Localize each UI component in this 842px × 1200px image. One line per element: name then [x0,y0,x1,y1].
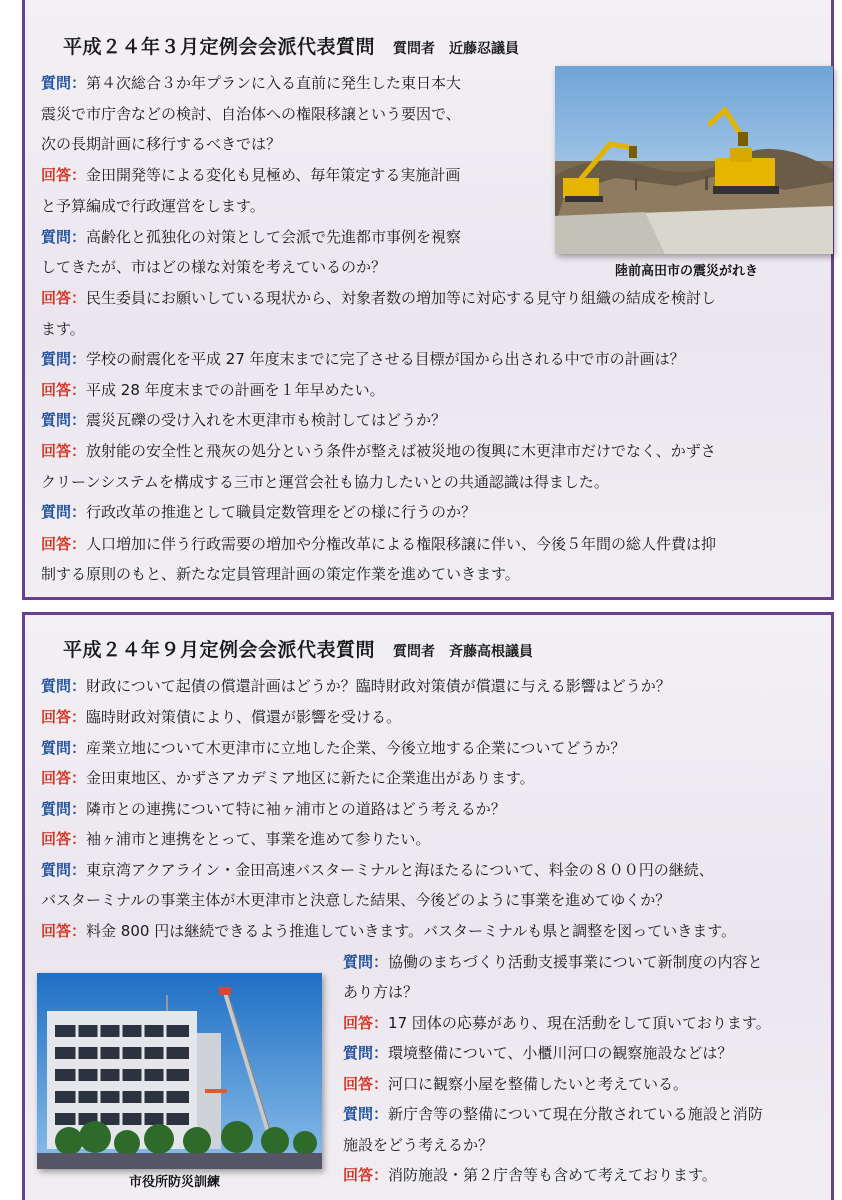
question-label: 質問 [41,861,72,879]
qa-line: 回答：金田開発等による変化も見極め、毎年策定する実施計画 [41,166,461,184]
answer-text: 放射能の安全性と飛灰の処分という条件が整えば被災地の復興に木更津市だけでなく、かずさ [86,442,716,460]
question-text: 産業立地について木更津市に立地した企業、今後立地する企業についてどうか？ [86,739,626,757]
answer-text: 金田東地区、かずさアカデミア地区に新たに企業進出があります。 [86,769,535,787]
answer-label: 回答 [41,442,72,460]
qa-line: 質問：行政改革の推進として職員定数管理をどの様に行うのか？ [41,503,477,521]
question-label: 質問 [41,677,72,695]
qa-line: 質問：東京湾アクアライン・金田高速バスターミナルと海ほたるについて、料金の８００円の継続、 [41,861,714,879]
panel-heading [63,635,533,662]
qa-line: 回答：料金 800 円は継続できるよう推進していきます。バスターミナルも県と調整を図っていきます。 [41,922,737,940]
qa-line: 質問：第４次総合３か年プランに入る直前に発生した東日本大 [41,74,462,92]
asker-name: 質問者 斉藤高根議員 [393,644,534,660]
question-label: 質問 [41,350,72,368]
qa-line [343,1136,493,1154]
qa-line: 質問：協働のまちづくり活動支援事業について新制度の内容と [343,953,763,971]
question-text: してきたが、市はどの様な対策を考えているのか？ [41,258,387,276]
answer-label: 回答 [41,922,72,940]
qa-line: 回答：消防施設・第２庁舎等も含めて考えております。 [343,1166,717,1184]
question-text: 行政改革の推進として職員定数管理をどの様に行うのか？ [86,503,477,521]
answer-text: 袖ヶ浦市と連携をとって、事業を進めて参りたい。 [86,830,431,848]
panel-title: 平成２４年９月定例会会派代表質問 [63,639,376,661]
answer-label: 回答 [41,289,72,307]
question-label: 質問 [343,1105,374,1123]
question-text: 次の長期計画に移行するべきでは？ [41,135,282,153]
qa-line [41,105,461,123]
qa-line: 回答：河口に観察小屋を整備したいと考えている。 [343,1075,689,1093]
qa-line [41,565,520,583]
panel-title: 平成２４年３月定例会会派代表質問 [63,36,376,58]
question-text: 財政について起債の償還計画はどうか？臨時財政対策債が償還に与える影響はどうか？ [86,677,671,695]
answer-label: 回答 [343,1166,374,1184]
rubble-photo-caption: 陸前高田市の震災がれき [615,264,759,279]
question-text: 第４次総合３か年プランに入る直前に発生した東日本大 [86,74,462,92]
question-text: 学校の耐震化を平成 27 年度末までに完了させる目標が国から出される中で市の計画は？ [86,350,685,368]
answer-label: 回答 [41,166,72,184]
question-label: 質問 [41,228,72,246]
answer-text: 民生委員にお願いしている現状から、対象者数の増加等に対応する見守り組織の結成を検討し [86,289,717,307]
qa-line [41,473,609,491]
answer-label: 回答 [41,381,72,399]
qa-line: 質問：学校の耐震化を平成 27 年度末までに完了させる目標が国から出される中で市の計画は？ [41,350,685,368]
question-text: 環境整備について、小櫃川河口の観察施設などは？ [388,1044,733,1062]
answer-label: 回答 [41,535,72,553]
question-label: 質問 [41,411,72,429]
qa-line: 回答：平成 28 年度末までの計画を１年早めたい。 [41,381,385,399]
qa-line [41,891,670,909]
qa-line [41,320,85,338]
answer-label: 回答 [343,1075,374,1093]
question-text: 協働のまちづくり活動支援事業について新制度の内容と [388,953,763,971]
question-text: あり方は？ [343,983,419,1001]
qa-line: 回答：臨時財政対策債により、償還が影響を受ける。 [41,708,402,726]
qa-line: 質問：隣市との連携について特に袖ヶ浦市との道路はどう考えるか？ [41,800,506,818]
rubble-photo [555,66,833,254]
answer-text: 17 団体の応募があり、現在活動をして頂いております。 [388,1014,771,1032]
answer-text: 金田開発等による変化も見極め、毎年策定する実施計画 [86,166,461,184]
qa-panel-march [22,0,834,600]
question-text: 東京湾アクアライン・金田高速バスターミナルと海ほたるについて、料金の８００円の継続、 [86,861,714,879]
qa-line: 回答：民生委員にお願いしている現状から、対象者数の増加等に対応する見守り組織の結成を検討し [41,289,717,307]
answer-label: 回答 [41,769,72,787]
qa-line [41,135,281,153]
question-text: 隣市との連携について特に袖ヶ浦市との道路はどう考えるか？ [86,800,506,818]
question-label: 質問 [343,953,374,971]
qa-line: 質問：環境整備について、小櫃川河口の観察施設などは？ [343,1044,733,1062]
answer-text: 平成 28 年度末までの計画を１年早めたい。 [86,381,385,399]
qa-line: 質問：産業立地について木更津市に立地した企業、今後立地する企業についてどうか？ [41,739,626,757]
qa-line: 回答：袖ヶ浦市と連携をとって、事業を進めて参りたい。 [41,830,431,848]
asker-name: 質問者 近藤忍議員 [393,41,520,57]
qa-line: 質問：財政について起債の償還計画はどうか？臨時財政対策債が償還に与える影響はどうか？ [41,677,671,695]
question-text: 高齢化と孤独化の対策として会派で先進都市事例を視察 [86,228,462,246]
question-label: 質問 [343,1044,374,1062]
answer-text: 料金 800 円は継続できるよう推進していきます。バスターミナルも県と調整を図っていきます。 [86,922,737,940]
question-label: 質問 [41,503,72,521]
question-text: 施設をどう考えるか？ [343,1136,494,1154]
answer-text: 制する原則のもと、新たな定員管理計画の策定作業を進めていきます。 [41,565,520,583]
qa-line: 質問：高齢化と孤独化の対策として会派で先進都市事例を視察 [41,228,462,246]
question-label: 質問 [41,739,72,757]
answer-text: ます。 [41,320,85,338]
drill-photo [37,973,322,1169]
qa-line: 質問：震災瓦礫の受け入れを木更津市も検討してはどうか？ [41,411,447,429]
answer-text: クリーンシステムを構成する三市と運営会社も協力したいとの共通認識は得ました。 [41,473,609,491]
answer-text: 河口に観察小屋を整備したいと考えている。 [388,1075,689,1093]
answer-text: と予算編成で行政運営をします。 [41,197,265,215]
answer-text: 消防施設・第２庁舎等も含めて考えております。 [388,1166,717,1184]
answer-label: 回答 [343,1014,374,1032]
answer-label: 回答 [41,830,72,848]
question-text: 震災で市庁舎などの検討、自治体への権限移譲という要因で、 [41,105,461,123]
qa-panel-september [22,612,834,1200]
answer-label: 回答 [41,708,72,726]
question-text: バスターミナルの事業主体が木更津市と決意した結果、今後どのように事業を進めてゆくか？ [41,891,671,909]
question-text: 震災瓦礫の受け入れを木更津市も検討してはどうか？ [86,411,447,429]
answer-text: 人口増加に伴う行政需要の増加や分権改革による権限移譲に伴い、今後５年間の総人件費は抑 [86,535,717,553]
question-label: 質問 [41,800,72,818]
qa-line: 回答：17 団体の応募があり、現在活動をして頂いております。 [343,1014,771,1032]
rubble-photo-image [555,66,833,254]
qa-line: 回答：金田東地区、かずさアカデミア地区に新たに企業進出があります。 [41,769,535,787]
qa-line: 質問：新庁舎等の整備について現在分散されている施設と消防 [343,1105,763,1123]
panel-heading [63,32,519,59]
drill-photo-caption: 市役所防災訓練 [129,1175,221,1190]
question-label: 質問 [41,74,72,92]
answer-text: 臨時財政対策債により、償還が影響を受ける。 [86,708,402,726]
qa-line [343,983,418,1001]
qa-line [41,258,386,276]
qa-line [41,197,265,215]
drill-photo-image [37,973,322,1169]
question-text: 新庁舎等の整備について現在分散されている施設と消防 [388,1105,763,1123]
qa-line: 回答：人口増加に伴う行政需要の増加や分権改革による権限移譲に伴い、今後５年間の総人件費は抑 [41,535,717,553]
qa-line: 回答：放射能の安全性と飛灰の処分という条件が整えば被災地の復興に木更津市だけでなく、かずさ [41,442,716,460]
